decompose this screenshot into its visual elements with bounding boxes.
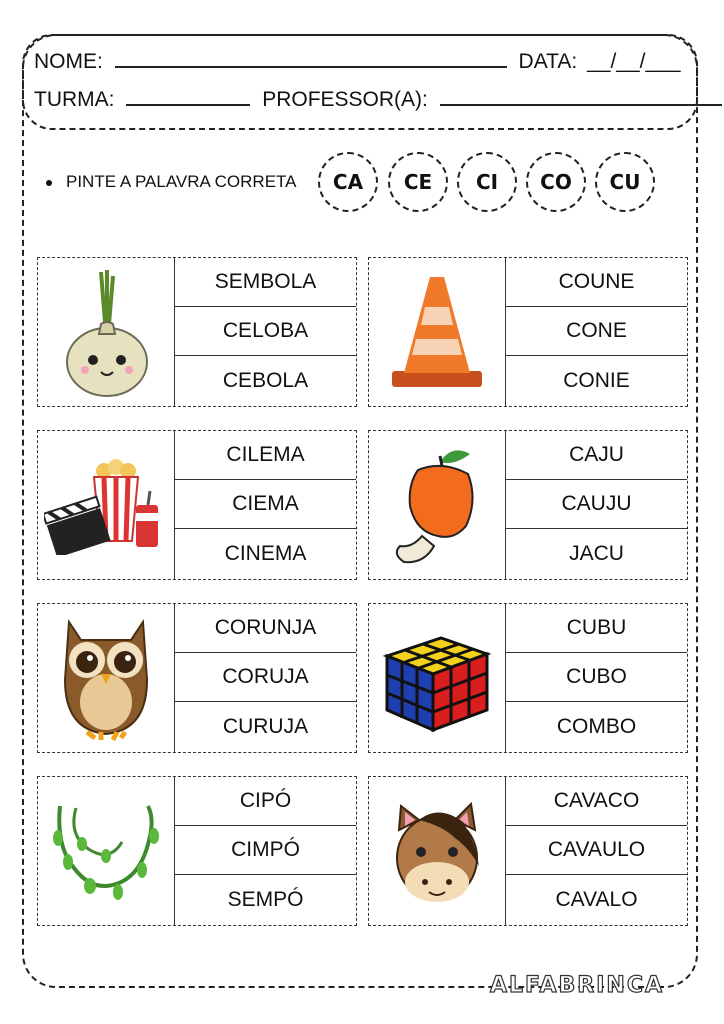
owl-icon [38,604,174,752]
name-row [34,48,681,74]
option[interactable]: CAJU [506,431,687,480]
horse-icon [369,777,505,925]
instruction [46,172,297,192]
option[interactable]: CIPÓ [175,777,356,826]
syllable-ci: CI [457,152,517,212]
word-card [37,430,357,580]
option[interactable]: CAUJU [506,480,687,529]
option[interactable]: CILEMA [175,431,356,480]
date-field[interactable]: __/__/___ [587,50,681,73]
option[interactable]: CORUJA [175,653,356,702]
options-list [505,258,687,406]
option[interactable]: CIEMA [175,480,356,529]
option[interactable]: CELOBA [175,307,356,356]
option[interactable]: COUNE [506,258,687,307]
syllable-cu: CU [595,152,655,212]
traffic-cone-icon [369,258,505,406]
option[interactable]: CAVACO [506,777,687,826]
date-label: DATA: [518,50,578,73]
option[interactable]: CUBO [506,653,687,702]
option[interactable]: CEBOLA [222,368,309,392]
word-card [368,257,688,407]
vine-icon [38,777,174,925]
option[interactable]: CAVALO [555,887,638,911]
option[interactable]: CORUNJA [175,604,356,653]
options-list [174,431,356,579]
class-field[interactable] [126,86,250,106]
option[interactable]: JACU [569,541,624,565]
option[interactable]: CINEMA [224,541,307,565]
options-list [505,431,687,579]
name-label: NOME: [34,50,103,73]
bullet-icon [46,180,52,186]
word-card [37,257,357,407]
option[interactable]: CAVAULO [506,826,687,875]
word-card [37,603,357,753]
teacher-label: PROFESSOR(A): [262,88,428,111]
onion-icon [38,258,174,406]
options-list [174,777,356,925]
option[interactable]: COMBO [556,714,637,738]
syllable-co: CO [526,152,586,212]
class-label: TURMA: [34,88,115,111]
cashew-icon [369,431,505,579]
option[interactable]: CONIE [563,368,630,392]
syllable-ce: CE [388,152,448,212]
cinema-icon [38,431,174,579]
options-list [174,604,356,752]
rubik-cube-icon [369,604,505,752]
option[interactable]: CUBU [506,604,687,653]
option[interactable]: CONE [506,307,687,356]
class-row [34,86,722,112]
word-card [368,776,688,926]
option[interactable]: SEMPÓ [227,887,304,911]
word-card [37,776,357,926]
word-card [368,430,688,580]
option[interactable]: CIMPÓ [175,826,356,875]
brand-logo: ALFABRINCA [489,973,664,998]
option[interactable]: SEMBOLA [175,258,356,307]
options-list [505,604,687,752]
instruction-text: PINTE A PALAVRA CORRETA [66,172,297,191]
name-field[interactable] [115,48,507,68]
teacher-field[interactable] [440,86,722,106]
word-card [368,603,688,753]
options-list [505,777,687,925]
syllable-ca: CA [318,152,378,212]
options-list [174,258,356,406]
option[interactable]: CURUJA [222,714,309,738]
